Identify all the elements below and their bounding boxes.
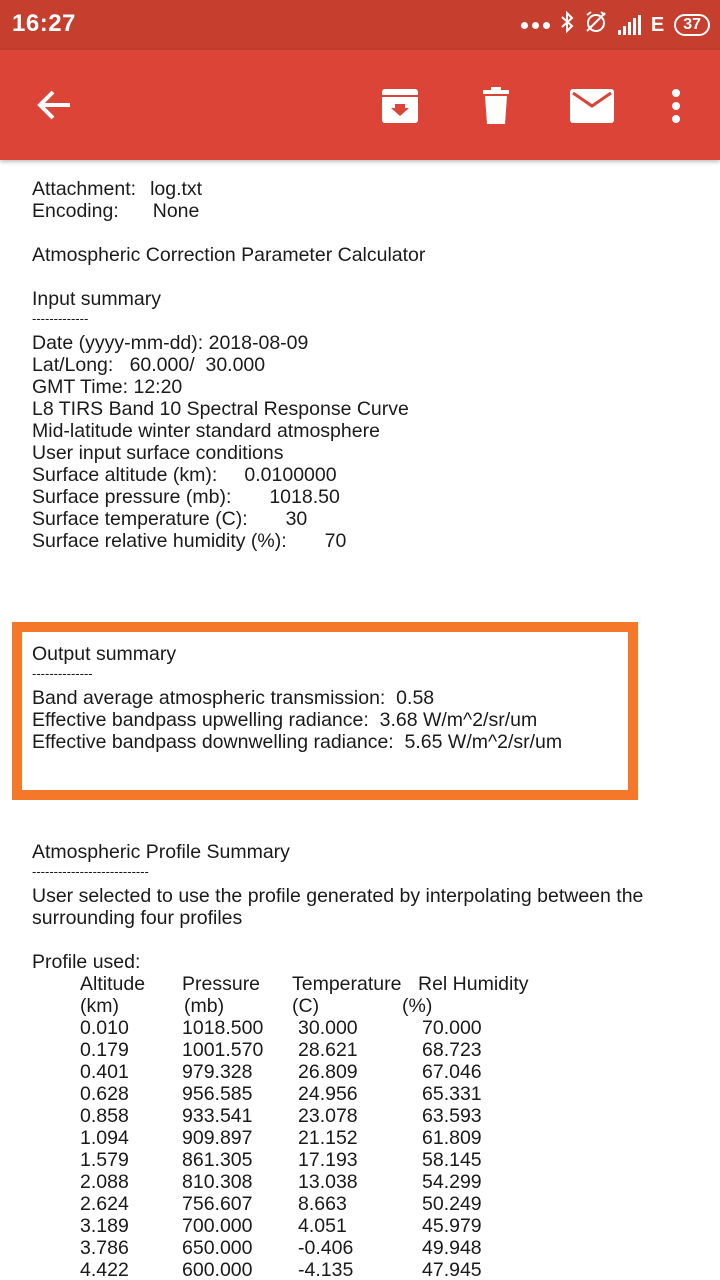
output-line: Band average atmospheric transmission: 0.58	[32, 687, 435, 709]
column-unit: (C)	[292, 995, 320, 1017]
battery-icon: 37	[674, 14, 710, 36]
table-row	[32, 1237, 529, 1259]
input-line: GMT Time: 12:20	[32, 376, 183, 398]
temperature-cell: 26.809	[298, 1061, 358, 1083]
column-unit: (mb)	[184, 995, 225, 1017]
pressure-cell: 810.308	[182, 1171, 253, 1193]
output-summary	[32, 643, 672, 753]
table-row	[32, 1039, 529, 1061]
humidity-cell: 61.809	[422, 1127, 482, 1149]
temperature-cell: 4.051	[298, 1215, 347, 1237]
column-header: Pressure	[182, 973, 261, 995]
message-body	[32, 178, 712, 552]
altitude-cell: 0.628	[80, 1083, 129, 1105]
table-row	[32, 1017, 529, 1039]
table-row	[32, 1193, 529, 1215]
humidity-cell: 70.000	[422, 1017, 482, 1039]
humidity-cell: 50.249	[422, 1193, 482, 1215]
profile-summary-divider: ---------------------------	[32, 864, 149, 879]
pressure-cell: 1018.500	[182, 1017, 264, 1039]
altitude-cell: 0.858	[80, 1105, 129, 1127]
temperature-cell: 8.663	[298, 1193, 347, 1215]
table-units-row	[32, 995, 529, 1017]
pressure-cell: 979.328	[182, 1061, 253, 1083]
pressure-cell: 956.585	[182, 1083, 253, 1105]
more-vert-icon	[671, 89, 681, 123]
signal-icon	[618, 15, 641, 35]
profile-table	[32, 973, 529, 1280]
clock: 16:27	[12, 10, 76, 37]
pressure-cell: 700.000	[182, 1215, 253, 1237]
input-summary-divider: -------------	[32, 311, 89, 326]
trash-icon	[481, 87, 511, 125]
back-button[interactable]	[22, 78, 86, 132]
temperature-cell: 23.078	[298, 1105, 358, 1127]
column-header: Temperature	[292, 973, 402, 995]
mark-unread-button[interactable]	[562, 78, 622, 134]
output-summary-divider: --------------	[32, 666, 93, 681]
column-header: Rel Humidity	[418, 973, 529, 995]
temperature-cell: 21.152	[298, 1127, 358, 1149]
table-row	[32, 1083, 529, 1105]
humidity-cell: 65.331	[422, 1083, 482, 1105]
altitude-cell: 0.010	[80, 1017, 129, 1039]
input-line: L8 TIRS Band 10 Spectral Response Curve	[32, 398, 409, 420]
delete-button[interactable]	[468, 78, 524, 134]
column-unit: (%)	[402, 995, 433, 1017]
column-header: Altitude	[80, 973, 146, 995]
pressure-cell: 756.607	[182, 1193, 253, 1215]
table-row	[32, 1061, 529, 1083]
humidity-cell: 49.948	[422, 1237, 482, 1259]
profile-summary-heading: Atmospheric Profile Summary	[32, 841, 290, 863]
network-type: E	[650, 14, 665, 36]
altitude-cell: 0.179	[80, 1039, 129, 1061]
humidity-cell: 58.145	[422, 1149, 482, 1171]
bluetooth-icon	[560, 11, 574, 40]
humidity-cell: 68.723	[422, 1039, 482, 1061]
profile-summary	[32, 841, 712, 1280]
more-options-button[interactable]	[656, 78, 696, 134]
temperature-cell: 28.621	[298, 1039, 358, 1061]
status-icons	[521, 12, 710, 38]
encoding-row	[32, 200, 712, 222]
altitude-cell: 2.088	[80, 1171, 129, 1193]
altitude-cell: 1.579	[80, 1149, 129, 1171]
encoding-value: None	[152, 200, 200, 222]
output-line: Effective bandpass upwelling radiance: 3.68 W/m^2/sr/um	[32, 709, 538, 731]
table-row	[32, 1105, 529, 1127]
archive-icon	[381, 87, 419, 125]
more-notifications-icon	[521, 22, 550, 29]
input-line: User input surface conditions	[32, 442, 284, 464]
humidity-cell: 45.979	[422, 1215, 482, 1237]
input-line: Lat/Long: 60.000/ 30.000	[32, 354, 266, 376]
pressure-cell: 1001.570	[182, 1039, 264, 1061]
temperature-cell: -0.406	[298, 1237, 354, 1259]
temperature-cell: 13.038	[298, 1171, 358, 1193]
input-line: Surface temperature (C): 30	[32, 508, 308, 530]
status-bar	[0, 0, 720, 50]
temperature-cell: -4.135	[298, 1259, 354, 1280]
temperature-cell: 24.956	[298, 1083, 358, 1105]
altitude-cell: 3.786	[80, 1237, 129, 1259]
input-line: Date (yyyy-mm-dd): 2018-08-09	[32, 332, 309, 354]
output-summary-heading: Output summary	[32, 643, 177, 665]
table-row	[32, 1215, 529, 1237]
app-bar	[0, 50, 720, 160]
altitude-cell: 2.624	[80, 1193, 129, 1215]
attachment-row	[32, 178, 712, 200]
humidity-cell: 47.945	[422, 1259, 482, 1280]
profile-used-label: Profile used:	[32, 951, 141, 973]
table-row	[32, 1127, 529, 1149]
altitude-cell: 0.401	[80, 1061, 129, 1083]
input-line: Surface pressure (mb): 1018.50	[32, 486, 340, 508]
input-line: Mid-latitude winter standard atmosphere	[32, 420, 380, 442]
attachment-label: Attachment:	[32, 178, 137, 200]
alarm-off-icon	[584, 10, 608, 41]
column-unit: (km)	[80, 995, 119, 1017]
table-header-row	[32, 973, 529, 995]
altitude-cell: 4.422	[80, 1259, 129, 1280]
document-title: Atmospheric Correction Parameter Calculator	[32, 244, 426, 266]
altitude-cell: 1.094	[80, 1127, 129, 1149]
table-row	[32, 1259, 529, 1280]
pressure-cell: 909.897	[182, 1127, 253, 1149]
pressure-cell: 861.305	[182, 1149, 253, 1171]
input-line: Surface relative humidity (%): 70	[32, 530, 347, 552]
input-summary-heading: Input summary	[32, 288, 161, 310]
mail-icon	[570, 89, 614, 123]
temperature-cell: 30.000	[298, 1017, 358, 1039]
encoding-label: Encoding:	[32, 200, 119, 222]
arrow-back-icon	[36, 89, 72, 121]
humidity-cell: 67.046	[422, 1061, 482, 1083]
profile-description: User selected to use the profile generated by interpolating between the surrounding four profiles	[32, 885, 644, 929]
humidity-cell: 54.299	[422, 1171, 482, 1193]
altitude-cell: 3.189	[80, 1215, 129, 1237]
output-line: Effective bandpass downwelling radiance: 5.65 W/m^2/sr/um	[32, 731, 563, 753]
humidity-cell: 63.593	[422, 1105, 482, 1127]
attachment-filename: log.txt	[150, 178, 203, 200]
table-row	[32, 1149, 529, 1171]
input-line: Surface altitude (km): 0.0100000	[32, 464, 337, 486]
archive-button[interactable]	[372, 78, 428, 134]
pressure-cell: 600.000	[182, 1259, 253, 1280]
table-row	[32, 1171, 529, 1193]
pressure-cell: 933.541	[182, 1105, 253, 1127]
pressure-cell: 650.000	[182, 1237, 253, 1259]
temperature-cell: 17.193	[298, 1149, 358, 1171]
